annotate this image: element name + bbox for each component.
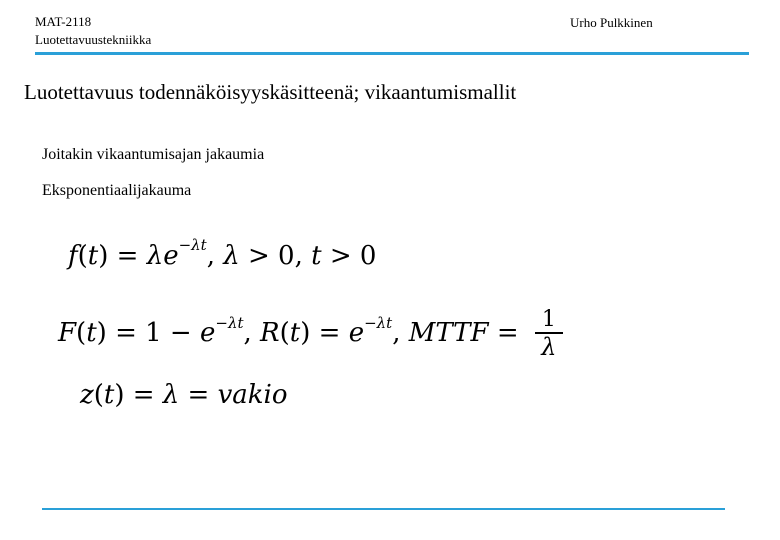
author-name: Urho Pulkkinen xyxy=(570,15,653,30)
footer-divider xyxy=(42,508,725,510)
course-code: MAT-2118 xyxy=(35,14,92,29)
course-info xyxy=(35,13,151,48)
formula-pdf: $f(t) = \lambda e^{-\lambda t}$, λ > 0, t > 0 xyxy=(68,236,377,271)
course-name: Luotettavuustekniikka xyxy=(35,31,152,47)
slide-title: Luotettavuus todennäköisyyskäsitteenä; vikaantumismallit xyxy=(24,80,517,104)
subheading-exponential: Eksponentiaalijakauma xyxy=(42,182,192,199)
mttf-fraction: $\frac{1}{\lambda}$ xyxy=(535,308,563,361)
header-divider xyxy=(35,52,749,55)
subheading-distributions: Joitakin vikaantumisajan jakaumia xyxy=(42,146,265,163)
formula-cdf-reliability-mttf: $F(t) = 1 - e^{-\lambda t}$, $R(t) = e^{-\lambda t}$, MTTF = $\frac{1}{\lambda}$ xyxy=(58,308,563,361)
formula-hazard: z(t) = λ = vakio xyxy=(80,380,288,410)
